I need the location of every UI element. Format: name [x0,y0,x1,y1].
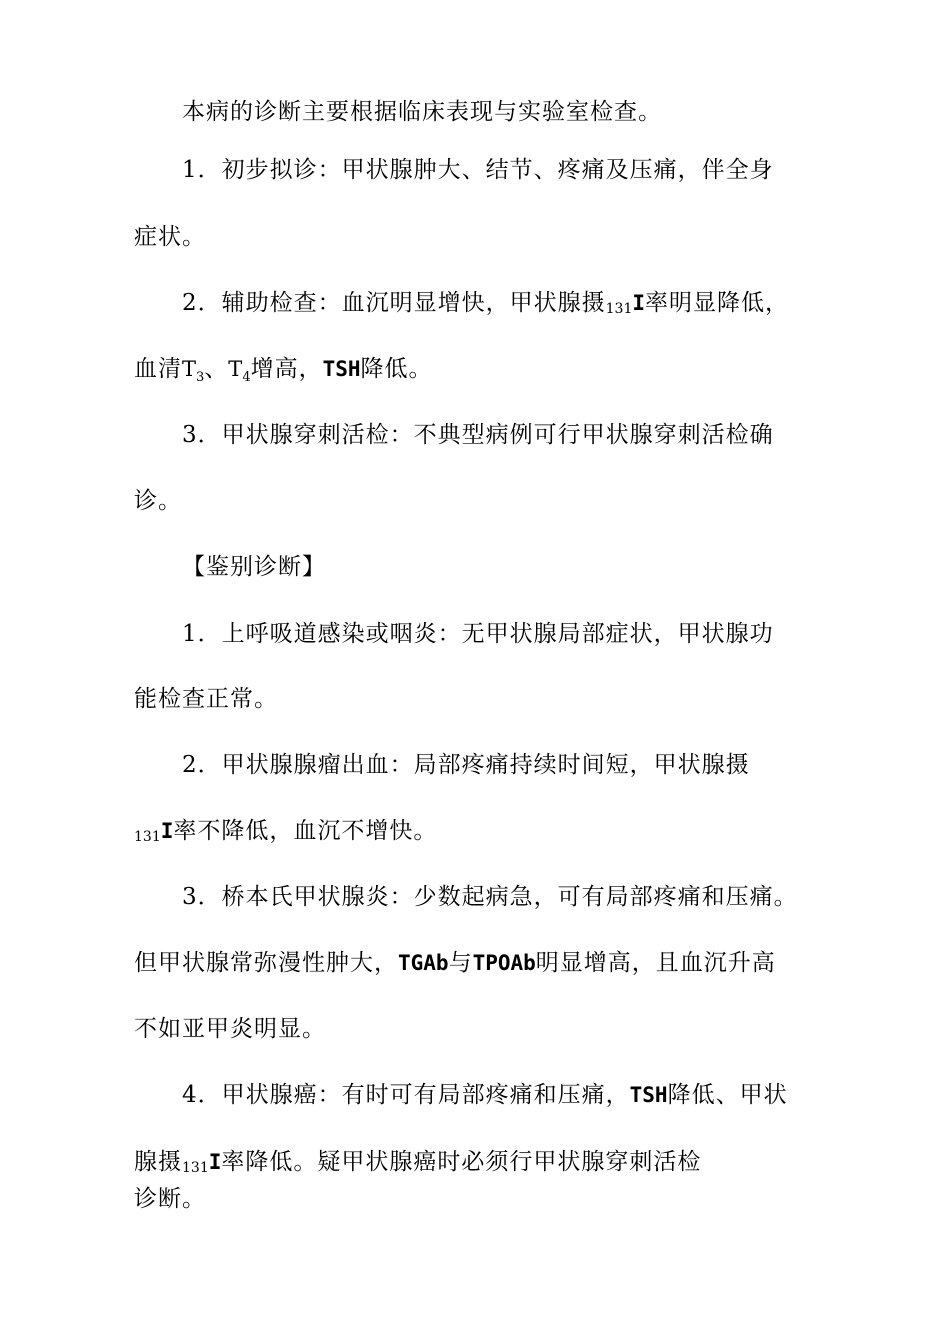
diagnosis-item-1-text-continued: 症状。 [134,224,206,250]
differential-item-3-text: 3．桥本氏甲状腺炎：少数起病急，可有局部疼痛和压痛。 [182,884,798,910]
t3-symbol: T [182,357,197,381]
diagnosis-item-3-text: 3．甲状腺穿刺活检：不典型病例可行甲状腺穿刺活检确 [182,422,774,448]
differential-item-3-text-a: 但甲状腺常弥漫性肿大， [134,950,398,976]
diagnosis-item-2-continued [134,354,834,393]
diagnosis-item-1-text: 1．初步拟诊：甲状腺肿大、结节、疼痛及压痛，伴全身 [182,157,774,183]
differential-item-1-continued [134,684,834,714]
differential-diagnosis-heading: 【鉴别诊断】 [182,554,326,580]
differential-item-3 [182,882,882,912]
differential-item-2 [182,750,882,780]
tgab-symbol: TGAb [398,951,449,975]
decrease-text: 降低。 [360,356,433,382]
t-separator: 、 [204,356,229,382]
differential-item-3-continued-2 [134,1014,834,1044]
differential-item-3-text-c: 明显增高，且血沉升高 [535,950,776,976]
differential-item-4-text-d: 率降低。疑甲状腺癌时必须行甲状腺穿刺活检 [221,1149,702,1175]
differential-item-1-text: 1．上呼吸道感染或咽炎：无甲状腺局部症状，甲状腺功 [182,621,774,647]
differential-item-4-text-a: 4．甲状腺癌：有时可有局部疼痛和压痛， [182,1082,630,1108]
intro-paragraph [182,97,882,127]
differential-item-4-text-b: 降低、甲状 [667,1082,788,1108]
tsh-symbol: TSH [629,1083,668,1107]
diagnosis-item-3 [182,420,882,450]
differential-item-2-text-continued: 率不降低，血沉不增快。 [173,818,438,844]
iodine-mass-number: 131 [182,1160,209,1176]
t3-subscript: 3 [196,370,205,385]
section-heading [182,552,882,582]
diagnosis-item-2-text-b: 率明显降低， [645,290,790,316]
serum-label: 血清 [134,356,182,382]
intro-text: 本病的诊断主要根据临床表现与实验室检查。 [182,99,662,125]
tsh-symbol: TSH [322,357,361,381]
t4-symbol: T [228,357,243,381]
tpoab-symbol: TPOAb [472,951,536,975]
diagnosis-item-2-text-a: 2．辅助检查：血沉明显增快，甲状腺摄 [182,290,606,316]
iodine-symbol: I [208,1150,222,1174]
differential-item-4 [182,1080,882,1110]
differential-item-4-continued-2 [134,1184,834,1214]
differential-item-3-continued [134,948,834,978]
diagnosis-item-3-text-continued: 诊。 [134,488,182,514]
iodine-mass-number: 131 [605,301,633,317]
iodine-symbol: I [632,291,646,315]
differential-item-2-text: 2．甲状腺腺瘤出血：局部疼痛持续时间短，甲状腺摄 [182,752,750,778]
differential-item-1 [182,619,882,649]
differential-item-3-text-and: 与 [448,950,473,976]
differential-item-1-text-continued: 能检查正常。 [134,686,278,712]
differential-item-4-text-c: 腺摄 [134,1149,182,1175]
iodine-symbol: I [160,819,174,843]
differential-item-3-text-end: 不如亚甲炎明显。 [134,1016,326,1042]
differential-item-2-continued [134,816,834,852]
differential-item-4-continued [134,1147,834,1183]
t4-subscript: 4 [242,370,251,385]
iodine-mass-number: 131 [134,829,161,845]
increase-text: 增高， [250,356,323,382]
diagnosis-item-2 [182,288,882,324]
differential-item-4-text-end: 诊断。 [134,1186,206,1212]
diagnosis-item-1-continued [134,222,834,252]
diagnosis-item-3-continued [134,486,834,516]
diagnosis-item-1 [182,155,882,185]
